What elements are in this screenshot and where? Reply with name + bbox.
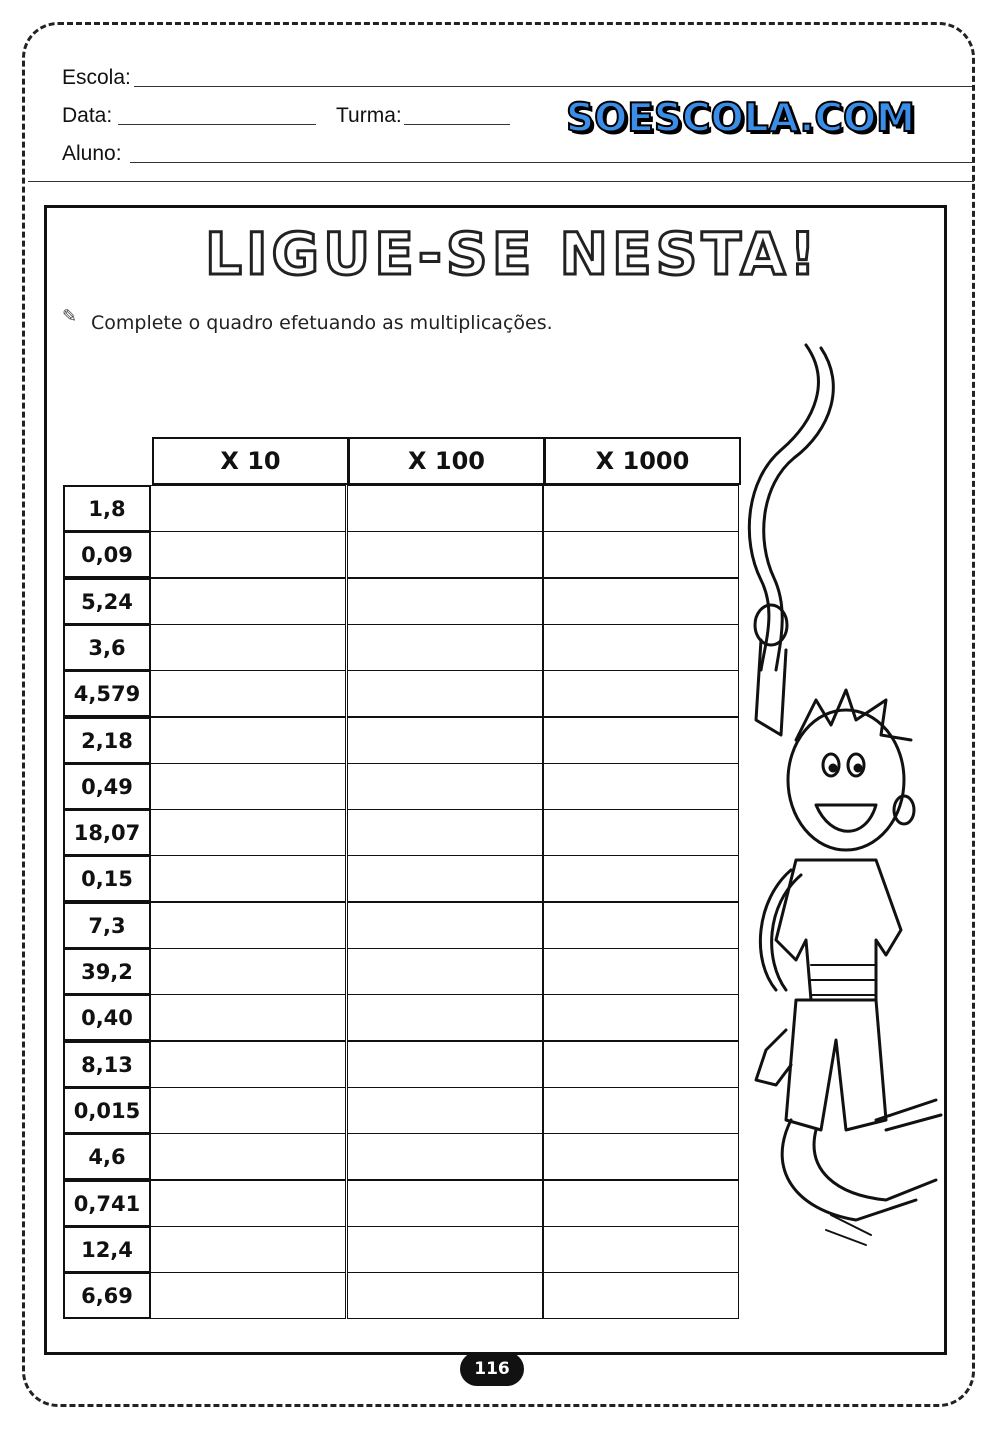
- class-field[interactable]: [404, 124, 510, 125]
- answer-cell[interactable]: [347, 624, 543, 671]
- answer-cell[interactable]: [150, 531, 346, 578]
- answer-cell[interactable]: [347, 902, 543, 949]
- answer-cell[interactable]: [543, 670, 739, 717]
- row-label: 0,741: [63, 1180, 151, 1227]
- instruction-text: Complete o quadro efetuando as multiplicações.: [91, 312, 553, 334]
- answer-cell[interactable]: [543, 624, 739, 671]
- row-label: 0,09: [63, 531, 151, 578]
- answer-cell[interactable]: [347, 1087, 543, 1134]
- date-label: Data:: [62, 104, 113, 127]
- column-header-x1000: X 1000: [544, 437, 741, 485]
- column-header-x100: X 100: [348, 437, 545, 485]
- answer-cell[interactable]: [347, 994, 543, 1041]
- answer-cell[interactable]: [543, 485, 739, 532]
- row-label: 18,07: [63, 809, 151, 856]
- answer-cell[interactable]: [150, 1272, 346, 1319]
- answer-cell[interactable]: [543, 531, 739, 578]
- answer-cell[interactable]: [347, 1272, 543, 1319]
- school-label: Escola:: [62, 66, 131, 89]
- answer-cell[interactable]: [543, 948, 739, 995]
- answer-cell[interactable]: [347, 948, 543, 995]
- answer-cell[interactable]: [543, 578, 739, 625]
- answer-cell[interactable]: [347, 1226, 543, 1273]
- row-label: 8,13: [63, 1041, 151, 1088]
- answer-cell[interactable]: [543, 1226, 739, 1273]
- pencil-icon: ✎: [62, 306, 78, 327]
- answer-cell[interactable]: [150, 485, 346, 532]
- row-label: 6,69: [63, 1272, 151, 1319]
- answer-cell[interactable]: [543, 809, 739, 856]
- answer-cell[interactable]: [543, 763, 739, 810]
- answer-cell[interactable]: [543, 1180, 739, 1227]
- row-label: 2,18: [63, 717, 151, 764]
- answer-cell[interactable]: [150, 1226, 346, 1273]
- boy-on-rope-illustration: [736, 340, 946, 1260]
- class-label: Turma:: [336, 104, 402, 127]
- answer-cell[interactable]: [150, 948, 346, 995]
- answer-cell[interactable]: [543, 994, 739, 1041]
- row-label: 39,2: [63, 948, 151, 995]
- row-label: 5,24: [63, 578, 151, 625]
- row-label: 12,4: [63, 1226, 151, 1273]
- answer-cell[interactable]: [150, 578, 346, 625]
- column-header-x10: X 10: [152, 437, 349, 485]
- answer-cell[interactable]: [150, 855, 346, 902]
- row-label: 3,6: [63, 624, 151, 671]
- student-field[interactable]: [130, 162, 973, 163]
- row-label: 0,49: [63, 763, 151, 810]
- answer-cell[interactable]: [543, 717, 739, 764]
- answer-cell[interactable]: [150, 624, 346, 671]
- answer-cell[interactable]: [347, 578, 543, 625]
- row-label: 0,015: [63, 1087, 151, 1134]
- answer-cell[interactable]: [150, 670, 346, 717]
- answer-cell[interactable]: [347, 763, 543, 810]
- answer-cell[interactable]: [543, 1041, 739, 1088]
- answer-cell[interactable]: [150, 809, 346, 856]
- answer-cell[interactable]: [347, 1180, 543, 1227]
- answer-cell[interactable]: [150, 1133, 346, 1180]
- answer-cell[interactable]: [347, 855, 543, 902]
- answer-cell[interactable]: [150, 717, 346, 764]
- answer-cell[interactable]: [543, 1133, 739, 1180]
- answer-cell[interactable]: [150, 1041, 346, 1088]
- answer-cell[interactable]: [543, 1087, 739, 1134]
- row-label: 1,8: [63, 485, 151, 532]
- page-number: 116: [460, 1352, 524, 1386]
- answer-cell[interactable]: [347, 1133, 543, 1180]
- answer-cell[interactable]: [347, 531, 543, 578]
- answer-cell[interactable]: [150, 1180, 346, 1227]
- row-label: 0,40: [63, 994, 151, 1041]
- row-label: 4,6: [63, 1133, 151, 1180]
- answer-cell[interactable]: [543, 902, 739, 949]
- site-logo: SOESCOLA.COM: [566, 96, 915, 141]
- answer-cell[interactable]: [347, 1041, 543, 1088]
- answer-cell[interactable]: [347, 809, 543, 856]
- answer-cell[interactable]: [150, 994, 346, 1041]
- answer-cell[interactable]: [150, 763, 346, 810]
- row-label: 7,3: [63, 902, 151, 949]
- answer-cell[interactable]: [347, 717, 543, 764]
- answer-cell[interactable]: [347, 670, 543, 717]
- worksheet-title: LIGUE-SE NESTA!: [205, 220, 820, 288]
- date-field[interactable]: [118, 124, 316, 125]
- school-field[interactable]: [134, 86, 972, 87]
- header-divider: [28, 181, 974, 182]
- answer-cell[interactable]: [150, 1087, 346, 1134]
- answer-cell[interactable]: [347, 485, 543, 532]
- answer-cell[interactable]: [543, 855, 739, 902]
- answer-cell[interactable]: [543, 1272, 739, 1319]
- student-label: Aluno:: [62, 142, 122, 165]
- row-label: 0,15: [63, 855, 151, 902]
- answer-cell[interactable]: [150, 902, 346, 949]
- row-label: 4,579: [63, 670, 151, 717]
